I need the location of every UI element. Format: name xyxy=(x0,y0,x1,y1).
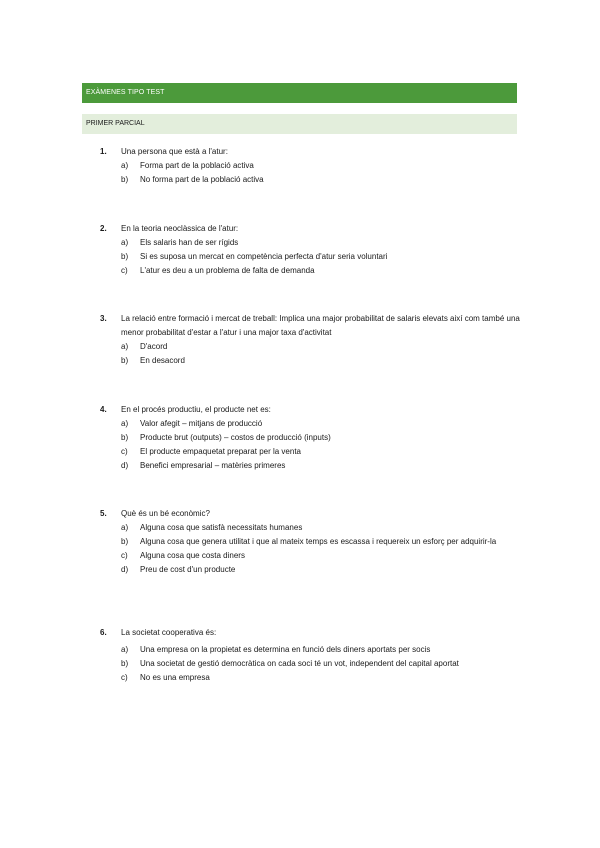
option-text: L'atur es deu a un problema de falta de demanda xyxy=(140,266,315,275)
question-text: La societat cooperativa és: xyxy=(121,628,217,637)
question-number: 1. xyxy=(100,147,107,156)
option-c xyxy=(121,549,520,563)
option-letter: b) xyxy=(121,659,129,668)
option-text: Alguna cosa que costa diners xyxy=(140,551,245,560)
option-letter: c) xyxy=(121,266,128,275)
option-letter: b) xyxy=(121,356,129,365)
option-b xyxy=(121,173,520,187)
question-2 xyxy=(100,222,520,278)
option-letter: c) xyxy=(121,447,128,456)
option-b xyxy=(121,535,520,549)
option-b xyxy=(121,431,520,445)
document-header-bar xyxy=(82,83,517,103)
option-text: Preu de cost d'un producte xyxy=(140,565,236,574)
option-b xyxy=(121,657,520,671)
option-text: Una societat de gestió democràtica on cada soci té un vot, independent del capital aportat xyxy=(140,659,459,668)
option-text: D'acord xyxy=(140,342,168,351)
option-b xyxy=(121,354,520,368)
option-a xyxy=(121,340,520,354)
question-6 xyxy=(100,626,520,685)
option-a xyxy=(121,159,520,173)
question-text: En la teoria neoclàssica de l'atur: xyxy=(121,224,239,233)
option-letter: a) xyxy=(121,645,129,654)
question-text: Què és un bé econòmic? xyxy=(121,509,210,518)
question-3 xyxy=(100,312,520,368)
option-text: No forma part de la població activa xyxy=(140,175,264,184)
option-c xyxy=(121,264,520,278)
option-letter: a) xyxy=(121,419,129,428)
question-text: La relació entre formació i mercat de treball: Implica una major probabilitat de salaris elevats així com també una menor probabilitat d'estar a l'atur i una major taxa d'activitat xyxy=(121,314,520,337)
option-d xyxy=(121,459,520,473)
option-letter: b) xyxy=(121,252,129,261)
option-text: Alguna cosa que genera utilitat i que al mateix temps es escassa i requereix un esforç per adquirir-la xyxy=(140,537,497,546)
option-text: Forma part de la població activa xyxy=(140,161,254,170)
option-text: Si es suposa un mercat en competència perfecta d'atur seria voluntari xyxy=(140,252,388,261)
option-a xyxy=(121,643,520,657)
option-text: El producte empaquetat preparat per la venta xyxy=(140,447,301,456)
question-number: 5. xyxy=(100,509,107,518)
question-4 xyxy=(100,403,520,473)
option-letter: c) xyxy=(121,673,128,682)
option-d xyxy=(121,563,520,577)
option-text: Producte brut (outputs) – costos de producció (inputs) xyxy=(140,433,331,442)
question-number: 3. xyxy=(100,314,107,323)
option-c xyxy=(121,445,520,459)
option-text: En desacord xyxy=(140,356,185,365)
option-a xyxy=(121,521,520,535)
option-text: Valor afegit – mitjans de producció xyxy=(140,419,263,428)
option-a xyxy=(121,236,520,250)
option-a xyxy=(121,417,520,431)
option-text: Alguna cosa que satisfà necessitats humanes xyxy=(140,523,303,532)
option-letter: b) xyxy=(121,433,129,442)
question-number: 2. xyxy=(100,224,107,233)
option-text: Els salaris han de ser rígids xyxy=(140,238,239,247)
option-letter: d) xyxy=(121,461,129,470)
option-letter: a) xyxy=(121,342,129,351)
document-title: EXÀMENES TIPO TEST xyxy=(86,89,165,96)
question-5 xyxy=(100,507,520,577)
option-letter: d) xyxy=(121,565,129,574)
option-b xyxy=(121,250,520,264)
option-letter: b) xyxy=(121,175,129,184)
question-number: 4. xyxy=(100,405,107,414)
question-number: 6. xyxy=(100,628,107,637)
option-letter: a) xyxy=(121,523,129,532)
question-1 xyxy=(100,145,520,187)
option-letter: b) xyxy=(121,537,129,546)
option-text: Benefici empresarial – matèries primeres xyxy=(140,461,286,470)
option-letter: c) xyxy=(121,551,128,560)
section-title: PRIMER PARCIAL xyxy=(86,120,145,127)
section-header-bar xyxy=(82,114,517,134)
option-text: Una empresa on la propietat es determina en funció dels diners aportats per socis xyxy=(140,645,431,654)
question-text: En el procés productiu, el producte net es: xyxy=(121,405,271,414)
question-text: Una persona que està a l'atur: xyxy=(121,147,228,156)
option-text: No es una empresa xyxy=(140,673,210,682)
option-letter: a) xyxy=(121,161,129,170)
option-letter: a) xyxy=(121,238,129,247)
option-c xyxy=(121,671,520,685)
